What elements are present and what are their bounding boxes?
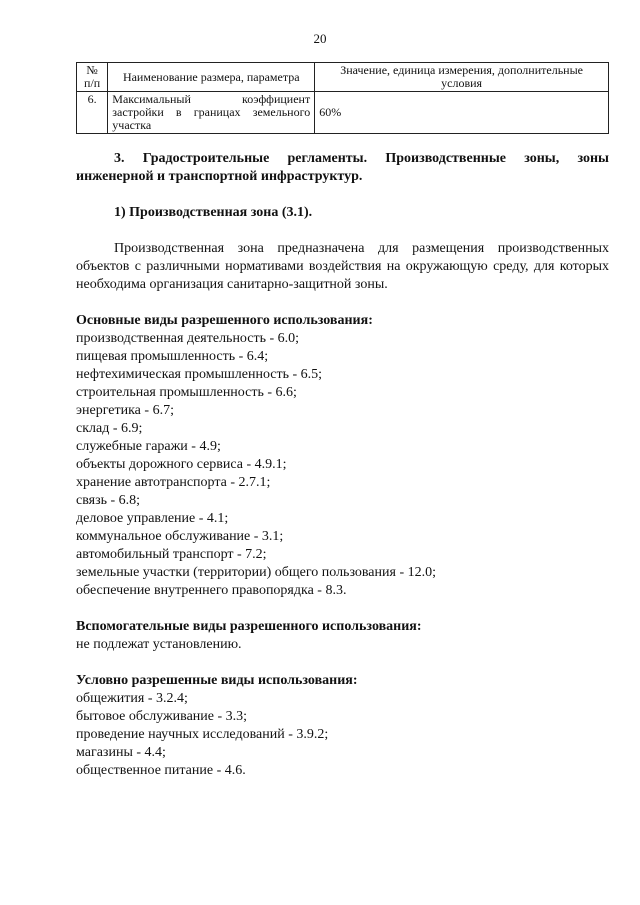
conditional-uses-title: Условно разрешенные виды использования:	[76, 673, 358, 688]
list-item: производственная деятельность - 6.0;	[76, 331, 300, 346]
main-uses-title: Основные виды разрешенного использования:	[76, 313, 373, 328]
list-item: коммунальное обслуживание - 3.1;	[76, 529, 284, 544]
row-parameter-name: Максимальный коэффициент застройки в границах земельного участка	[108, 92, 315, 134]
list-item: проведение научных исследований - 3.9.2;	[76, 727, 329, 742]
page-number: 20	[313, 31, 327, 46]
list-item: общественное питание - 4.6.	[76, 763, 246, 778]
list-item: бытовое обслуживание - 3.3;	[76, 709, 248, 724]
auxiliary-uses-text: не подлежат установлению.	[76, 637, 242, 652]
list-item: обеспечение внутреннего правопорядка - 8.3.	[76, 583, 347, 598]
auxiliary-uses-title: Вспомогательные виды разрешенного использования:	[76, 619, 422, 634]
list-item: связь - 6.8;	[76, 493, 141, 508]
list-item: нефтехимическая промышленность - 6.5;	[76, 367, 323, 382]
parameters-table	[76, 62, 609, 134]
zone-heading: 1) Производственная зона (3.1).	[114, 205, 313, 220]
table-row	[77, 92, 609, 134]
list-item: земельные участки (территории) общего пользования - 12.0;	[76, 565, 437, 580]
row-number: 6.	[77, 92, 108, 134]
section-heading: 3. Градостроительные регламенты. Производственные зоны, зоны инженерной и транспортной инфраструктур.	[76, 151, 609, 184]
list-item: строительная промышленность - 6.6;	[76, 385, 297, 400]
list-item: деловое управление - 4.1;	[76, 511, 229, 526]
list-item: автомобильный транспорт - 7.2;	[76, 547, 267, 562]
conditional-uses-list	[76, 690, 609, 780]
document-body	[76, 150, 609, 780]
row-value: 60%	[315, 92, 609, 134]
zone-description: Производственная зона предназначена для размещения производственных объектов с различными нормативами воздействия на окружающую среду, для которых необходима организация санитарно-защитной зоны.	[76, 241, 609, 292]
list-item: общежития - 3.2.4;	[76, 691, 188, 706]
list-item: склад - 6.9;	[76, 421, 143, 436]
main-uses-list	[76, 330, 609, 600]
list-item: энергетика - 6.7;	[76, 403, 174, 418]
table-header-row	[77, 63, 609, 92]
list-item: объекты дорожного сервиса - 4.9.1;	[76, 457, 287, 472]
header-value: Значение, единица измерения, дополнительные условия	[315, 63, 609, 92]
header-number: № п/п	[77, 63, 108, 92]
list-item: служебные гаражи - 4.9;	[76, 439, 221, 454]
list-item: пищевая промышленность - 6.4;	[76, 349, 269, 364]
header-parameter-name: Наименование размера, параметра	[108, 63, 315, 92]
list-item: хранение автотранспорта - 2.7.1;	[76, 475, 271, 490]
list-item: магазины - 4.4;	[76, 745, 166, 760]
